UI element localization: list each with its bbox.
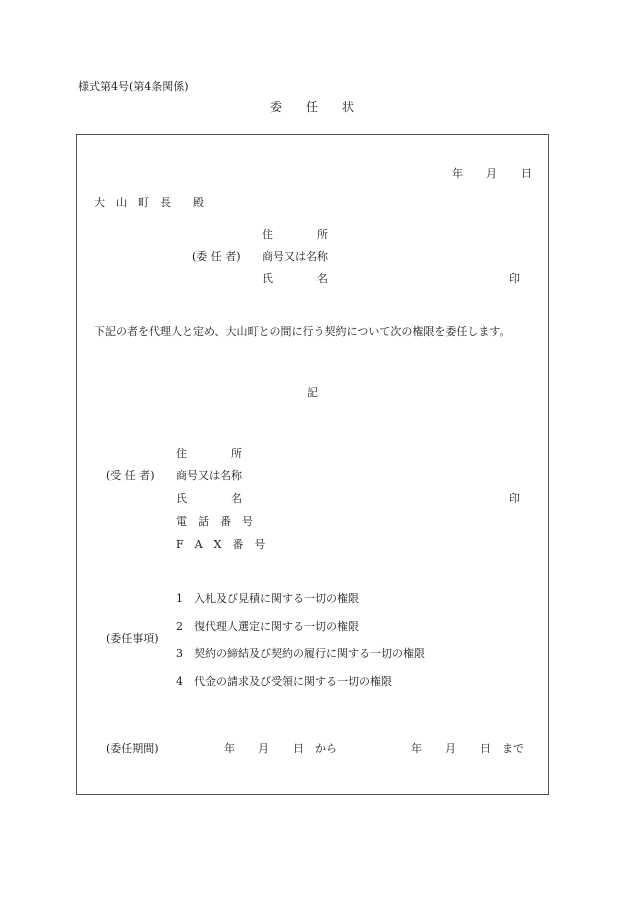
date-month: 月 bbox=[486, 167, 497, 180]
ki-marker: 記 bbox=[307, 386, 318, 399]
delegator-role: (委 任 者) bbox=[192, 250, 241, 263]
matter-item-2-text: 復代理人選定に関する一切の権限 bbox=[194, 620, 359, 633]
matter-item-1-num: 1 bbox=[176, 592, 183, 605]
delegation-statement: 下記の者を代理人と定め、大山町との間に行う契約について次の権限を委任します。 bbox=[94, 325, 511, 338]
period-label: (委任期間) bbox=[106, 742, 159, 755]
matters-label: (委任事項) bbox=[106, 632, 159, 645]
delegator-name-label: 氏 名 bbox=[262, 272, 328, 285]
period-until: まで bbox=[502, 742, 524, 755]
period-from: から bbox=[315, 742, 337, 755]
period-start-year: 年 bbox=[224, 742, 235, 755]
delegate-name-label: 氏 名 bbox=[176, 492, 242, 505]
matter-item-3-num: 3 bbox=[176, 647, 183, 660]
form-number: 様式第4号(第4条関係) bbox=[78, 80, 189, 93]
period-start-day: 日 bbox=[293, 742, 304, 755]
period-end-year: 年 bbox=[411, 742, 422, 755]
delegate-role: (受 任 者) bbox=[106, 469, 155, 482]
date-day: 日 bbox=[521, 167, 532, 180]
delegator-company-label: 商号又は名称 bbox=[262, 250, 328, 263]
delegate-seal: 印 bbox=[509, 492, 520, 505]
matter-item-4-text: 代金の請求及び受領に関する一切の権限 bbox=[194, 675, 392, 688]
matter-item-2-num: 2 bbox=[176, 620, 183, 633]
delegate-company-label: 商号又は名称 bbox=[176, 469, 242, 482]
period-end-day: 日 bbox=[480, 742, 491, 755]
delegator-seal: 印 bbox=[509, 272, 520, 285]
period-start-month: 月 bbox=[258, 742, 269, 755]
delegate-phone-label: 電 話 番 号 bbox=[176, 515, 253, 528]
addressee: 大 山 町 長 殿 bbox=[94, 196, 204, 209]
period-end-month: 月 bbox=[445, 742, 456, 755]
matter-item-1-text: 入札及び見積に関する一切の権限 bbox=[194, 592, 359, 605]
matter-item-4-num: 4 bbox=[176, 675, 183, 688]
delegate-fax-label: F A X 番 号 bbox=[176, 538, 266, 551]
delegate-address-label: 住 所 bbox=[176, 447, 242, 460]
date-year: 年 bbox=[452, 167, 463, 180]
delegator-address-label: 住 所 bbox=[262, 228, 328, 241]
document-title: 委 任 状 bbox=[270, 100, 355, 114]
matter-item-3-text: 契約の締結及び契約の履行に関する一切の権限 bbox=[194, 647, 425, 660]
